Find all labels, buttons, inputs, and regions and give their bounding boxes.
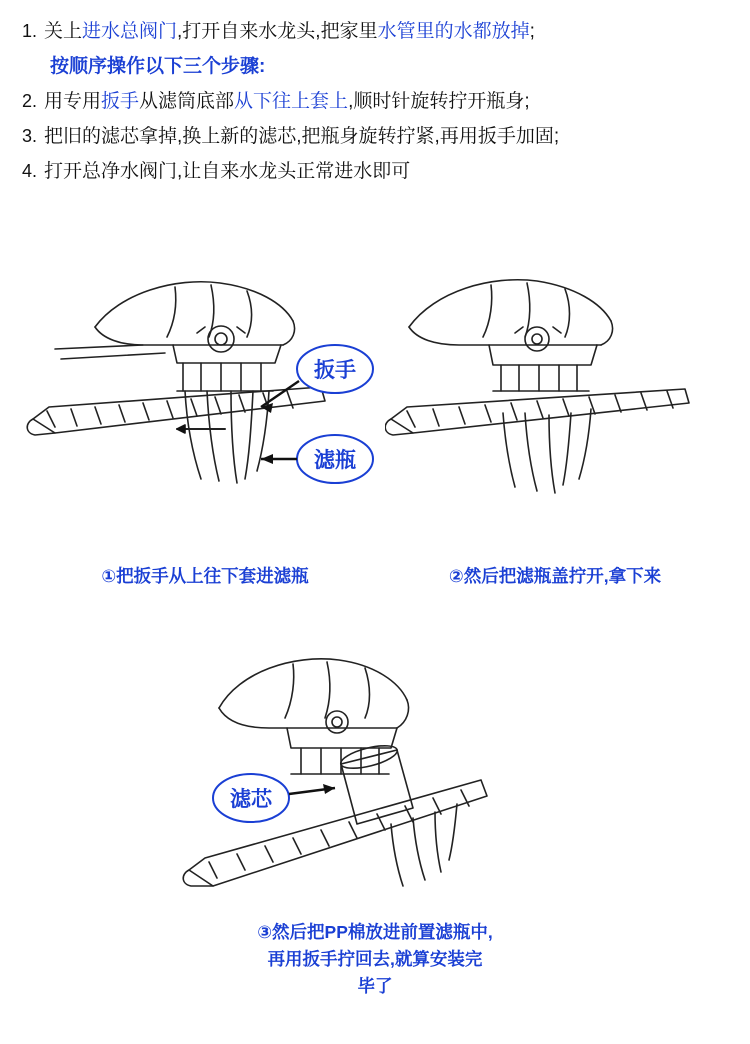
callout-wrench-label: 扳手	[314, 359, 356, 382]
figure-row-2	[0, 632, 750, 1000]
step-text: 把旧的滤芯拿掉,换上新的滤芯,把瓶身旋转拧紧,再用扳手加固;	[44, 126, 560, 147]
step-number: 2.	[21, 91, 37, 111]
figure-2-illustration	[385, 241, 725, 561]
step-number: 1.	[21, 21, 37, 41]
sequence-note	[18, 49, 732, 84]
callout-filter-bottle	[261, 435, 373, 483]
figure-1	[25, 241, 385, 590]
figure-3-caption-line-3: 毕了	[357, 976, 393, 996]
callout-filter-bottle-label: 滤瓶	[314, 449, 356, 472]
list-item	[18, 119, 732, 154]
list-item	[18, 14, 732, 49]
figure-2-caption: ②然后把滤瓶盖拧开,拿下来	[448, 566, 662, 586]
list-item	[18, 84, 732, 119]
step-text: 关上进水总阀门,打开自来水龙头,把家里水管里的水都放掉;	[44, 21, 535, 42]
list-item	[18, 154, 732, 189]
figure-2	[385, 241, 725, 590]
step-number: 3.	[21, 126, 37, 146]
instruction-list	[0, 0, 750, 189]
note-text: 按顺序操作以下三个步骤:	[50, 56, 266, 77]
callout-filter-cartridge-label: 滤芯	[230, 788, 272, 811]
figure-row-1	[0, 241, 750, 590]
step-number: 4.	[21, 161, 37, 181]
figure-area	[0, 241, 750, 1000]
figure-3-caption-line-1: ③然后把PP棉放进前置滤瓶中,	[257, 922, 493, 942]
figure-3-caption	[175, 919, 575, 1000]
figure-3-illustration	[175, 632, 575, 917]
callout-filter-cartridge	[213, 774, 335, 822]
figure-1-illustration	[25, 241, 385, 561]
step-text: 打开总净水阀门,让自来水龙头正常进水即可	[44, 161, 411, 182]
figure-1-caption: ①把扳手从上往下套进滤瓶	[101, 566, 309, 586]
step-text: 用专用扳手从滤筒底部从下往上套上,顺时针旋转拧开瓶身;	[44, 91, 530, 112]
figure-3-caption-line-2: 再用扳手拧回去,就算安装完	[267, 949, 483, 969]
figure-3	[175, 632, 575, 1000]
